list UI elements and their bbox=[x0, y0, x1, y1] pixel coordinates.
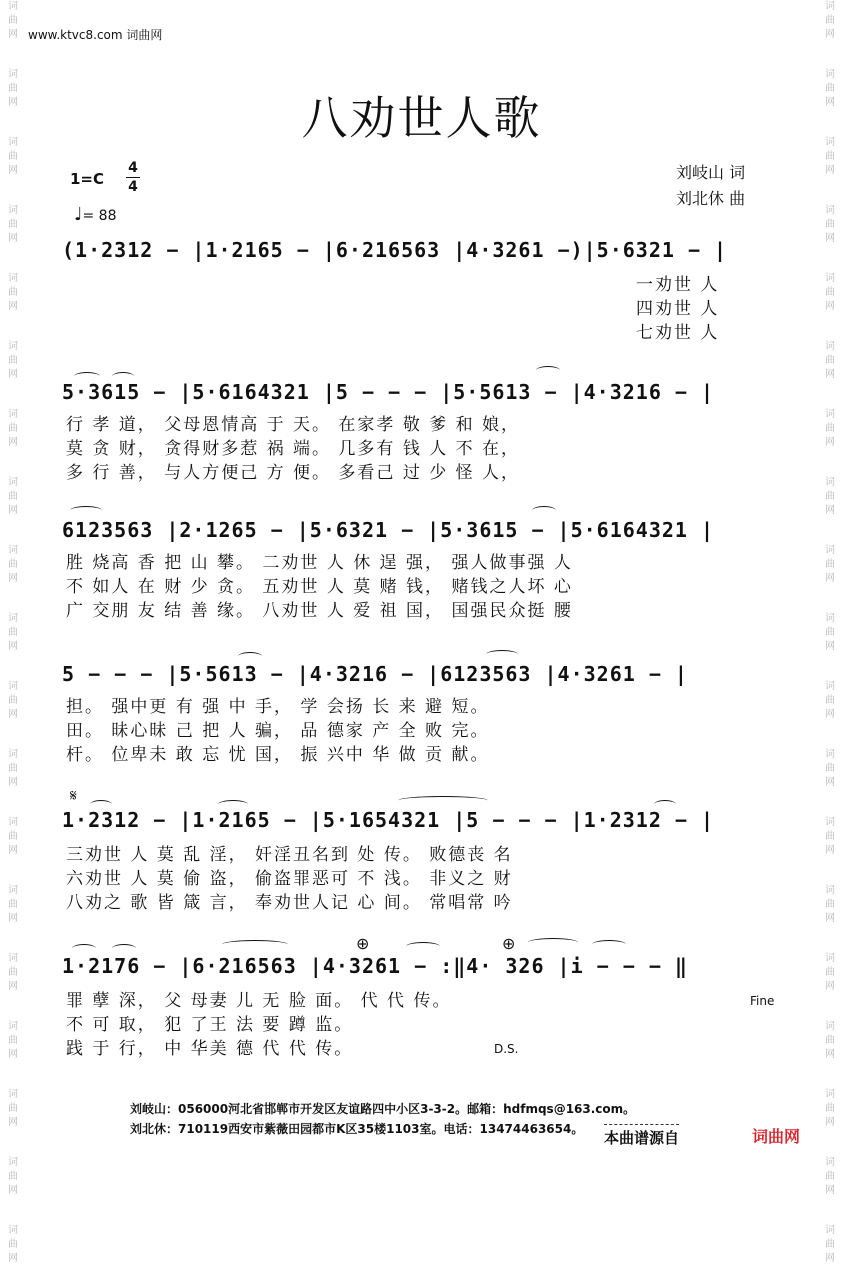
watermark-glyph: 网 bbox=[825, 777, 835, 788]
notation-line: 5 − − − |5·5613 − |4·3216 − |6123563 |4·3261 − | bbox=[62, 662, 688, 686]
watermark-glyph: 词 bbox=[825, 1, 835, 12]
watermark-glyph: 网 bbox=[825, 981, 835, 992]
lyric-line: 莫 贪 财， 贪得财多惹 祸 端。 几多有 钱 人 不 在， bbox=[66, 439, 521, 459]
watermark-glyph: 词 bbox=[825, 1225, 835, 1236]
watermark-glyph: 曲 bbox=[8, 1239, 18, 1250]
watermark-group bbox=[819, 680, 841, 722]
lyric-line: 杆。 位卑未 敢 忘 忧 国， 振 兴中 华 做 贡 献。 bbox=[66, 745, 490, 765]
watermark-group bbox=[2, 476, 24, 518]
watermark-glyph: 曲 bbox=[825, 1239, 835, 1250]
watermark-glyph: 网 bbox=[825, 437, 835, 448]
watermark-glyph: 曲 bbox=[825, 831, 835, 842]
watermark-glyph: 网 bbox=[8, 369, 18, 380]
watermark-glyph: 曲 bbox=[825, 559, 835, 570]
lyric-line: 田。 昧心昧 己 把 人 骗， 品 德家 产 全 败 完。 bbox=[66, 721, 490, 741]
lyric-line: 三劝世 人 莫 乱 淫， 奸淫丑名到 处 传。 败德丧 名 bbox=[66, 845, 513, 865]
coda-sign-icon: ⊕ bbox=[356, 934, 370, 953]
watermark-glyph: 曲 bbox=[8, 355, 18, 366]
watermark-group bbox=[2, 1156, 24, 1198]
watermark-glyph: 曲 bbox=[8, 559, 18, 570]
slur bbox=[70, 506, 102, 515]
watermark-glyph: 曲 bbox=[8, 1103, 18, 1114]
watermark-glyph: 曲 bbox=[8, 15, 18, 26]
watermark-glyph: 网 bbox=[825, 641, 835, 652]
watermark-glyph: 网 bbox=[8, 1117, 18, 1128]
watermark-group bbox=[819, 1020, 841, 1062]
watermark-glyph: 词 bbox=[8, 1225, 18, 1236]
notation-line: 1·2312 − |1·2165 − |5·1654321 |5 − − − |1·2312 − | bbox=[62, 808, 715, 832]
watermark-glyph: 曲 bbox=[8, 219, 18, 230]
slur bbox=[222, 940, 288, 949]
time-signature bbox=[126, 160, 140, 195]
watermark-glyph: 网 bbox=[8, 1049, 18, 1060]
watermark-group bbox=[2, 884, 24, 926]
watermark-glyph: 词 bbox=[8, 137, 18, 148]
watermark-group bbox=[2, 0, 24, 42]
watermark-glyph: 网 bbox=[8, 437, 18, 448]
watermark-group bbox=[2, 1224, 24, 1266]
watermark-glyph: 网 bbox=[825, 505, 835, 516]
lyric-line: 四劝世 人 bbox=[636, 299, 720, 319]
watermark-glyph: 曲 bbox=[825, 763, 835, 774]
watermark-glyph: 网 bbox=[825, 1117, 835, 1128]
watermark-glyph: 网 bbox=[825, 233, 835, 244]
watermark-glyph: 网 bbox=[825, 165, 835, 176]
watermark-glyph: 词 bbox=[8, 1157, 18, 1168]
lyric-line: 胜 烧高 香 把 山 攀。 二劝世 人 休 逞 强， 强人做事强 人 bbox=[66, 553, 573, 573]
quarter-note-icon: ♩ bbox=[74, 204, 83, 225]
watermark-group bbox=[819, 1224, 841, 1266]
watermark-glyph: 词 bbox=[8, 1021, 18, 1032]
watermark-group bbox=[819, 476, 841, 518]
watermark-group bbox=[2, 272, 24, 314]
watermark-glyph: 词 bbox=[8, 341, 18, 352]
watermark-glyph: 网 bbox=[825, 301, 835, 312]
watermark-glyph: 网 bbox=[8, 641, 18, 652]
lyric-line: 八劝之 歌 皆 箴 言， 奉劝世人记 心 间。 常唱常 吟 bbox=[66, 893, 513, 913]
watermark-glyph: 词 bbox=[8, 477, 18, 488]
watermark-glyph: 网 bbox=[825, 97, 835, 108]
watermark-glyph: 曲 bbox=[825, 83, 835, 94]
watermark-glyph: 网 bbox=[8, 573, 18, 584]
watermark-glyph: 曲 bbox=[8, 491, 18, 502]
site-logo[interactable]: 词曲网 bbox=[752, 1127, 801, 1146]
time-signature-top: 4 bbox=[128, 160, 138, 176]
lyric-line: 不 可 取， 犯 了王 法 要 蹲 监。 bbox=[66, 1015, 354, 1035]
left-watermark bbox=[2, 0, 24, 1264]
time-signature-bottom: 4 bbox=[128, 179, 138, 195]
watermark-glyph: 曲 bbox=[8, 831, 18, 842]
watermark-group bbox=[819, 748, 841, 790]
watermark-glyph: 曲 bbox=[8, 899, 18, 910]
watermark-group bbox=[819, 884, 841, 926]
watermark-glyph: 曲 bbox=[8, 967, 18, 978]
watermark-group bbox=[819, 408, 841, 450]
lyric-line: 担。 强中更 有 强 中 手， 学 会扬 长 来 避 短。 bbox=[66, 697, 490, 717]
watermark-glyph: 曲 bbox=[825, 423, 835, 434]
watermark-glyph: 网 bbox=[825, 1049, 835, 1060]
watermark-glyph: 网 bbox=[825, 913, 835, 924]
watermark-glyph: 词 bbox=[8, 205, 18, 216]
watermark-glyph: 曲 bbox=[825, 491, 835, 502]
slur bbox=[406, 942, 440, 951]
watermark-group bbox=[2, 340, 24, 382]
watermark-glyph: 网 bbox=[8, 29, 18, 40]
composer: 刘北休 曲 bbox=[676, 189, 746, 208]
watermark-glyph: 曲 bbox=[8, 695, 18, 706]
credits bbox=[676, 160, 745, 212]
watermark-glyph: 曲 bbox=[825, 151, 835, 162]
watermark-group bbox=[2, 952, 24, 994]
watermark-glyph: 网 bbox=[8, 165, 18, 176]
watermark-glyph: 词 bbox=[8, 1, 18, 12]
watermark-glyph: 网 bbox=[825, 573, 835, 584]
watermark-glyph: 词 bbox=[8, 545, 18, 556]
watermark-glyph: 网 bbox=[8, 233, 18, 244]
watermark-glyph: 词 bbox=[825, 477, 835, 488]
watermark-group bbox=[819, 952, 841, 994]
watermark-group bbox=[2, 816, 24, 858]
watermark-group bbox=[819, 612, 841, 654]
watermark-glyph: 曲 bbox=[8, 423, 18, 434]
watermark-glyph: 曲 bbox=[825, 1035, 835, 1046]
watermark-glyph: 词 bbox=[8, 409, 18, 420]
coda-sign-icon: ⊕ bbox=[502, 934, 516, 953]
footer-composer-contact: 刘北休：710119西安市紫薇田园都市K区35楼1103室。电话：13474463654。 bbox=[130, 1122, 584, 1136]
watermark-glyph: 网 bbox=[8, 1185, 18, 1196]
watermark-glyph: 曲 bbox=[8, 287, 18, 298]
lyric-line: 六劝世 人 莫 偷 盗， 偷盗罪恶可 不 浅。 非义之 财 bbox=[66, 869, 513, 889]
slur bbox=[532, 506, 556, 515]
segno-sign-icon: 𝄋 bbox=[70, 786, 77, 805]
watermark-group bbox=[2, 1088, 24, 1130]
watermark-glyph: 曲 bbox=[8, 1035, 18, 1046]
slur bbox=[72, 944, 96, 953]
fine-marking: Fine bbox=[750, 994, 775, 1008]
watermark-group bbox=[819, 204, 841, 246]
slur bbox=[238, 652, 262, 661]
slur bbox=[486, 650, 518, 659]
watermark-glyph: 曲 bbox=[8, 151, 18, 162]
watermark-glyph: 曲 bbox=[825, 899, 835, 910]
watermark-group bbox=[2, 680, 24, 722]
watermark-glyph: 词 bbox=[825, 137, 835, 148]
watermark-glyph: 词 bbox=[8, 817, 18, 828]
watermark-group bbox=[2, 1020, 24, 1062]
lyric-line: 不 如人 在 财 少 贪。 五劝世 人 莫 赌 钱， 赌钱之人坏 心 bbox=[66, 577, 573, 597]
watermark-group bbox=[819, 0, 841, 42]
watermark-glyph: 词 bbox=[825, 885, 835, 896]
watermark-glyph: 词 bbox=[8, 273, 18, 284]
watermark-glyph: 网 bbox=[825, 845, 835, 856]
watermark-glyph: 词 bbox=[825, 613, 835, 624]
watermark-group bbox=[819, 816, 841, 858]
watermark-glyph: 曲 bbox=[825, 967, 835, 978]
page-title: 八劝世人歌 bbox=[301, 91, 542, 145]
watermark-glyph: 网 bbox=[8, 777, 18, 788]
watermark-glyph: 曲 bbox=[825, 15, 835, 26]
watermark-glyph: 词 bbox=[825, 817, 835, 828]
lyric-line: 一劝世 人 bbox=[636, 275, 720, 295]
watermark-glyph: 曲 bbox=[825, 219, 835, 230]
lyric-line: 广 交朋 友 结 善 缘。 八劝世 人 爱 祖 国， 国强民众挺 腰 bbox=[66, 601, 573, 621]
watermark-glyph: 词 bbox=[825, 205, 835, 216]
lyric-line: 行 孝 道， 父母恩情高 于 天。 在家孝 敬 爹 和 娘， bbox=[66, 415, 521, 435]
watermark-glyph: 曲 bbox=[8, 1171, 18, 1182]
lyricist: 刘岐山 词 bbox=[676, 163, 746, 182]
watermark-glyph: 词 bbox=[825, 273, 835, 284]
tempo-value: = 88 bbox=[82, 208, 117, 224]
watermark-glyph: 网 bbox=[8, 913, 18, 924]
watermark-glyph: 曲 bbox=[825, 1171, 835, 1182]
watermark-glyph: 曲 bbox=[8, 83, 18, 94]
watermark-glyph: 词 bbox=[825, 1021, 835, 1032]
ds-marking: D.S. bbox=[494, 1042, 519, 1056]
watermark-glyph: 网 bbox=[8, 1253, 18, 1264]
watermark-group bbox=[819, 272, 841, 314]
notation-line: 1·2176 − |6·216563 |4·3261 − :‖4· 326 |i − − − ‖ bbox=[62, 954, 688, 978]
watermark-glyph: 词 bbox=[825, 1089, 835, 1100]
key-signature: 1=C bbox=[70, 170, 105, 188]
watermark-glyph: 网 bbox=[8, 505, 18, 516]
watermark-glyph: 词 bbox=[825, 69, 835, 80]
watermark-glyph: 词 bbox=[825, 409, 835, 420]
slur bbox=[112, 944, 136, 953]
watermark-glyph: 曲 bbox=[8, 627, 18, 638]
lyric-line: 七劝世 人 bbox=[636, 323, 720, 343]
watermark-glyph: 网 bbox=[825, 709, 835, 720]
watermark-glyph: 词 bbox=[825, 749, 835, 760]
watermark-glyph: 曲 bbox=[825, 287, 835, 298]
watermark-glyph: 网 bbox=[825, 29, 835, 40]
watermark-group bbox=[819, 1088, 841, 1130]
watermark-glyph: 网 bbox=[825, 1185, 835, 1196]
notation-line: 5·3615 − |5·6164321 |5 − − − |5·5613 − |4·3216 − | bbox=[62, 380, 715, 404]
watermark-group bbox=[2, 204, 24, 246]
watermark-glyph: 网 bbox=[8, 709, 18, 720]
watermark-glyph: 词 bbox=[8, 749, 18, 760]
watermark-glyph: 词 bbox=[8, 613, 18, 624]
watermark-glyph: 网 bbox=[8, 301, 18, 312]
watermark-group bbox=[2, 408, 24, 450]
watermark-group bbox=[2, 748, 24, 790]
watermark-glyph: 网 bbox=[825, 369, 835, 380]
right-watermark bbox=[819, 0, 841, 1264]
lyric-line: 多 行 善， 与人方便己 方 便。 多看己 过 少 怪 人， bbox=[66, 463, 521, 483]
watermark-group bbox=[2, 612, 24, 654]
footer-source-label: 本曲谱源自 bbox=[604, 1124, 679, 1148]
watermark-glyph: 网 bbox=[8, 981, 18, 992]
watermark-group bbox=[819, 1156, 841, 1198]
slur bbox=[592, 940, 626, 949]
footer-lyricist-contact: 刘岐山：056000河北省邯郸市开发区友谊路四中小区3-3-2。邮箱：hdfmqs@163.com。 bbox=[130, 1102, 636, 1116]
slur bbox=[398, 796, 488, 805]
watermark-glyph: 曲 bbox=[825, 695, 835, 706]
watermark-glyph: 曲 bbox=[8, 763, 18, 774]
watermark-glyph: 曲 bbox=[825, 627, 835, 638]
notation-line: 6123563 |2·1265 − |5·6321 − |5·3615 − |5·6164321 | bbox=[62, 518, 715, 542]
tempo-marking bbox=[74, 204, 117, 225]
watermark-glyph: 词 bbox=[8, 1089, 18, 1100]
watermark-group bbox=[819, 544, 841, 586]
lyric-line: 践 于 行， 中 华美 德 代 代 传。 bbox=[66, 1039, 354, 1059]
notation-line: (1·2312 − |1·2165 − |6·216563 |4·3261 −)|5·6321 − | bbox=[62, 238, 728, 262]
watermark-glyph: 词 bbox=[8, 885, 18, 896]
watermark-glyph: 词 bbox=[825, 953, 835, 964]
watermark-glyph: 词 bbox=[825, 545, 835, 556]
slur bbox=[528, 938, 578, 947]
watermark-glyph: 词 bbox=[825, 1157, 835, 1168]
site-url[interactable]: www.ktvc8.com 词曲网 bbox=[28, 28, 163, 42]
watermark-glyph: 词 bbox=[8, 681, 18, 692]
lyric-line: 罪 孽 深， 父 母妻 儿 无 脸 面。 代 代 传。 bbox=[66, 991, 452, 1011]
watermark-group bbox=[2, 544, 24, 586]
watermark-glyph: 网 bbox=[8, 97, 18, 108]
watermark-glyph: 曲 bbox=[825, 355, 835, 366]
watermark-group bbox=[819, 340, 841, 382]
watermark-glyph: 网 bbox=[825, 1253, 835, 1264]
slur bbox=[536, 366, 560, 375]
watermark-glyph: 词 bbox=[8, 953, 18, 964]
watermark-glyph: 词 bbox=[825, 681, 835, 692]
watermark-glyph: 词 bbox=[825, 341, 835, 352]
watermark-glyph: 词 bbox=[8, 69, 18, 80]
watermark-glyph: 网 bbox=[8, 845, 18, 856]
watermark-glyph: 曲 bbox=[825, 1103, 835, 1114]
